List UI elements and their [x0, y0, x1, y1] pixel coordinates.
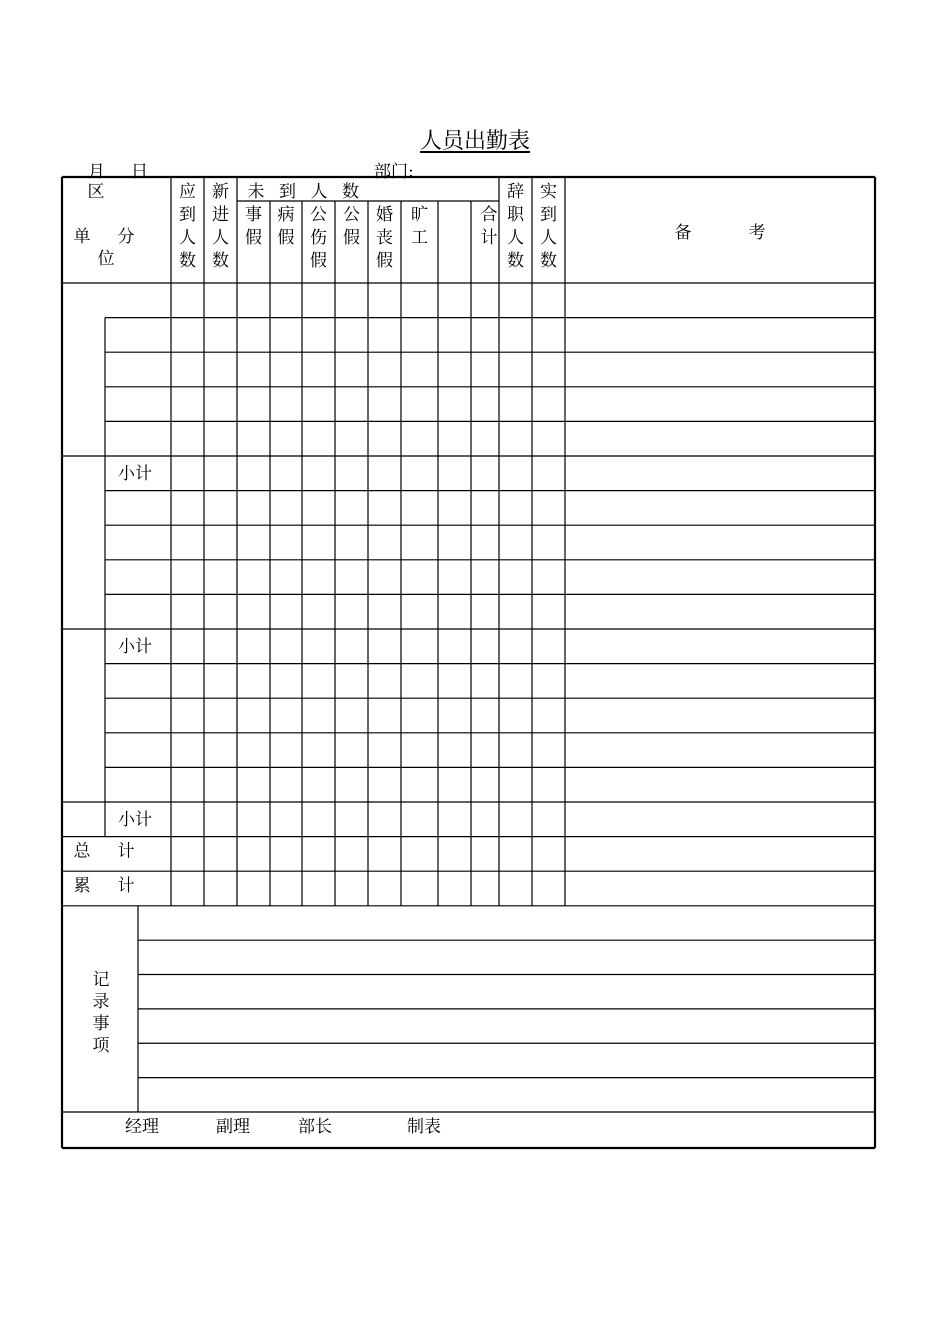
resigned-header-char: 数 [507, 251, 524, 271]
should-attend-header-char: 数 [179, 251, 196, 271]
signature-label: 副理 [216, 1117, 250, 1137]
signature-label: 制表 [407, 1117, 441, 1137]
resigned-header-char: 辞 [507, 182, 524, 202]
cumulative-label: 累 [73, 876, 91, 897]
actual-attend-header-char: 到 [540, 205, 557, 225]
subtotal-label: 小计 [118, 637, 152, 657]
resigned-header-char: 人 [507, 228, 524, 248]
should-attend-header-char: 到 [179, 205, 196, 225]
absenteeism-header-char: 工 [411, 228, 428, 248]
should-attend-header-char: 人 [179, 228, 196, 248]
new-hires-header-char: 数 [212, 251, 229, 271]
new-hires-header-char: 进 [212, 205, 229, 225]
sick-leave-header-char: 病 [277, 205, 295, 225]
notes-label-char: 项 [92, 1036, 110, 1056]
region-header: 区 [87, 182, 105, 202]
department-label: 部门: [374, 162, 414, 182]
actual-attend-header-char: 实 [540, 182, 557, 202]
grid-labels [74, 182, 766, 1137]
grand-total-label: 计 [117, 841, 135, 862]
absenteeism-header-char: 旷 [411, 205, 428, 225]
unit-header: 位 [97, 249, 115, 269]
official-leave-header-char: 公 [343, 205, 360, 225]
notes-label-char: 记 [92, 970, 110, 990]
resigned-header-char: 职 [507, 205, 524, 225]
personal-leave-header-char: 假 [245, 228, 262, 248]
absent-group-header-char: 到 [279, 182, 296, 202]
remarks-header: 考 [748, 223, 766, 243]
signature-label: 部长 [298, 1117, 332, 1137]
sick-leave-header-char: 假 [277, 228, 295, 248]
new-hires-header-char: 新 [212, 182, 229, 202]
grand-total-label: 总 [73, 841, 91, 862]
day-label: 日 [131, 162, 148, 182]
work-injury-leave-header-char: 伤 [310, 228, 327, 248]
actual-attend-header-char: 数 [540, 251, 557, 271]
marriage-funeral-leave-header-char: 婚 [376, 205, 393, 225]
new-hires-header-char: 人 [212, 228, 229, 248]
total-header-char: 合 [480, 205, 498, 225]
unit-header: 单 [73, 227, 91, 247]
subtotal-label: 小计 [118, 810, 152, 830]
official-leave-header-char: 假 [343, 228, 360, 248]
month-label: 月 [88, 162, 105, 182]
work-injury-leave-header-char: 公 [310, 205, 327, 225]
unit-header: 分 [117, 227, 135, 247]
notes-label-char: 录 [92, 992, 110, 1012]
absent-group-header-char: 未 [247, 182, 265, 202]
marriage-funeral-leave-header-char: 假 [376, 251, 393, 271]
absent-group-header-char: 人 [310, 182, 328, 202]
cumulative-label: 计 [117, 876, 135, 897]
form-title: 人员出勤表 [419, 129, 530, 154]
work-injury-leave-header-char: 假 [310, 251, 327, 271]
total-header-char: 计 [480, 228, 498, 248]
notes-label-char: 事 [92, 1014, 110, 1034]
absent-group-header-char: 数 [342, 182, 359, 202]
subtotal-label: 小计 [118, 464, 152, 484]
actual-attend-header-char: 人 [540, 228, 557, 248]
signature-label: 经理 [125, 1117, 159, 1137]
marriage-funeral-leave-header-char: 丧 [376, 228, 393, 248]
remarks-header: 备 [674, 223, 692, 243]
personal-leave-header-char: 事 [245, 205, 262, 225]
should-attend-header-char: 应 [179, 182, 196, 202]
grid-lines [62, 177, 875, 1148]
